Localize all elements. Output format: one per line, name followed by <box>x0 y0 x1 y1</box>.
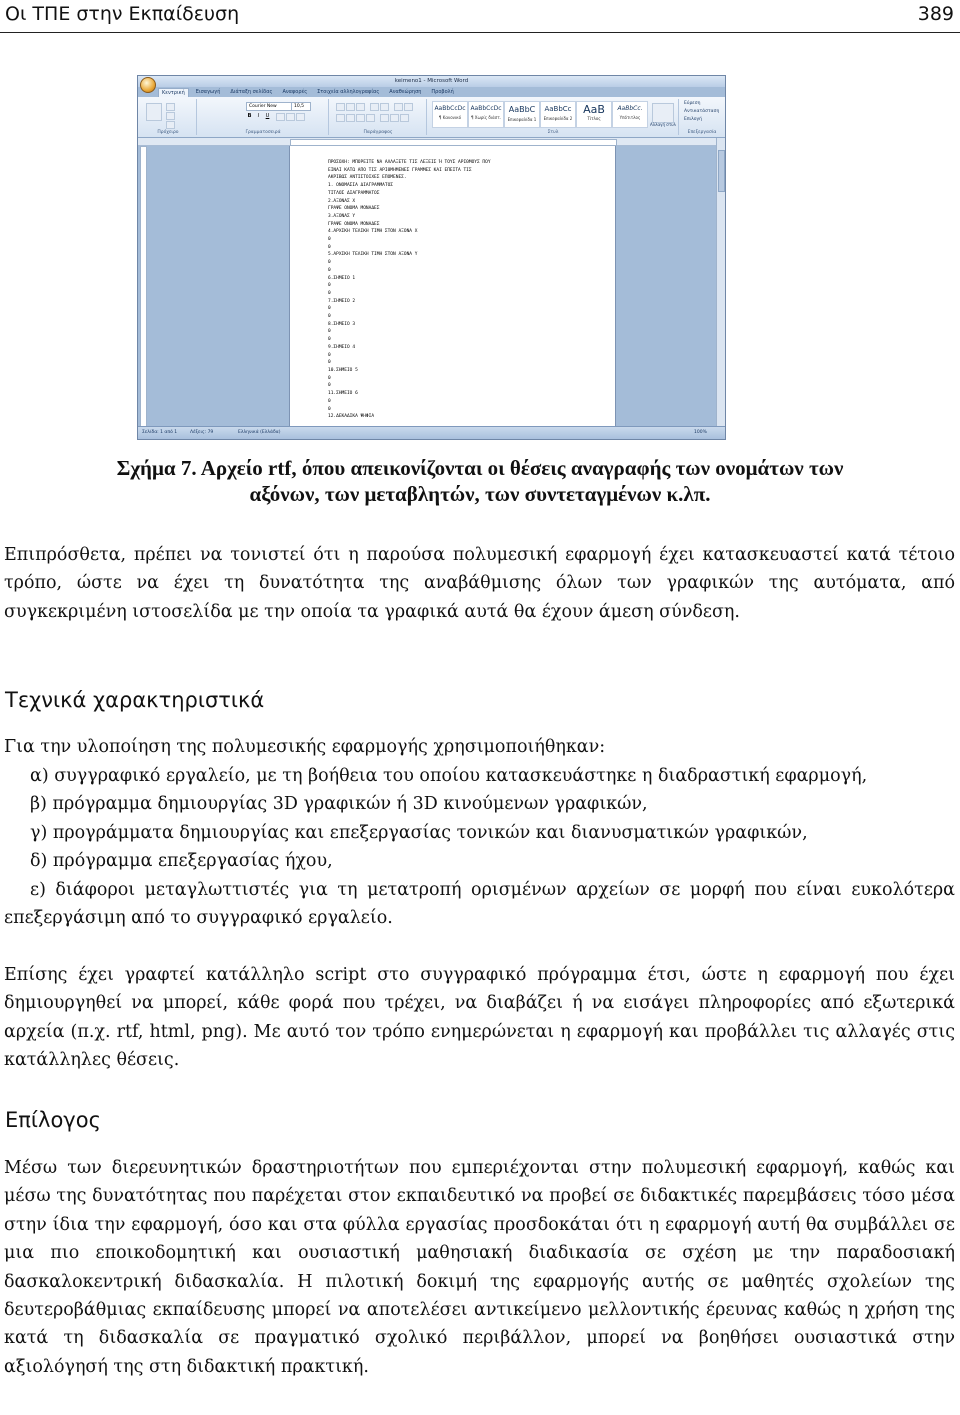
find-item: Εύρεση <box>684 101 701 106</box>
change-styles-icon <box>652 103 674 123</box>
vertical-scrollbar <box>716 138 725 426</box>
document-line: 3.ΑΞΟΝΑΣ Υ <box>328 213 356 219</box>
style-heading-2 <box>540 101 576 128</box>
caption-line: Σχήμα 7. Αρχείο rtf, όπου απεικονίζονται οι θέσεις αναγραφής των ονομάτων των <box>116 456 844 480</box>
document-line: 2.ΑΞΟΝΑΣ Χ <box>328 198 356 204</box>
justify-icon <box>366 114 375 122</box>
cut-icon <box>166 103 175 111</box>
running-head-title: Οι ΤΠΕ στην Εκπαίδευση <box>5 3 240 25</box>
ribbon-tab: Εισαγωγή <box>195 89 221 95</box>
style-title <box>576 101 612 128</box>
caption-line: αξόνων, των μεταβλητών, των συντεταγμένων κ.λπ. <box>249 482 711 506</box>
vertical-ruler <box>140 146 147 428</box>
clipboard-group-label: Πρόχειρο <box>157 130 179 135</box>
style-heading-1 <box>504 101 540 128</box>
ribbon-tab: Προβολή <box>431 89 454 95</box>
format-painter-icon <box>166 121 175 129</box>
status-page: Σελίδα: 1 από 1 <box>142 430 178 435</box>
document-line: 0 <box>328 406 331 412</box>
replace-item: Αντικατάσταση <box>684 109 720 114</box>
document-line: ΠΡΟΣΟΧΗ: ΜΠΟΡΕΙΤΕ ΝΑ ΑΛΛΑΞΕΤΕ ΤΙΣ ΛΕΞΕΙΣ Ή ΤΟΥΣ ΑΡΙΘΜΟΥΣ ΠΟΥ <box>328 160 491 165</box>
style-normal <box>432 101 468 128</box>
align-right-icon <box>356 114 365 122</box>
document-line: 0 <box>328 360 331 366</box>
epilogue-heading: Επίλογος <box>5 1108 101 1132</box>
sort-icon <box>394 103 403 111</box>
document-line: 0 <box>328 398 331 404</box>
style-name: Τίτλος <box>587 116 601 121</box>
italic-button: I <box>257 113 260 119</box>
bullets-icon <box>336 103 345 111</box>
word-window-title: keimeno1 - Microsoft Word <box>394 78 469 84</box>
font-size-box: 10,5 <box>291 102 311 111</box>
tech-heading: Τεχνικά χαρακτηριστικά <box>5 688 265 712</box>
style-sample: AaBbCc <box>544 105 572 113</box>
intro-paragraph: Επιπρόσθετα, πρέπει να τονιστεί ότι η παρούσα πολυμεσική εφαρμογή έχει κατασκευαστεί κατά τέτοιο τρόπο, ώστε να έχει τη δυνατότητα της αναβάθμισης όλων των γραφικών της αυτόματα, από συγκεκριμένη ιστοσελίδα με την οποία τα γραφικά αυτά θα έχουν άμεση σύνδεση. <box>4 545 955 622</box>
document-line: 0 <box>328 237 331 243</box>
status-words: Λέξεις: 79 <box>190 430 214 435</box>
document-line: 7.ΣΗΜΕΙΟ 2 <box>328 298 356 304</box>
select-item: Επιλογή <box>684 117 703 122</box>
document-line: 0 <box>328 383 331 389</box>
tech-item: δ) πρόγραμμα επεξεργασίας ήχου, <box>30 851 333 872</box>
ruler-track <box>290 139 617 146</box>
document-line: 0 <box>328 314 331 320</box>
ribbon-tabs <box>158 88 457 97</box>
status-language: Ελληνικά (Ελλάδα) <box>238 430 281 435</box>
document-line: 0 <box>328 260 331 266</box>
office-button-icon <box>140 77 156 93</box>
decrease-indent-icon <box>370 103 379 111</box>
style-sample: AaBbCcDc <box>470 105 502 112</box>
font-color-icon <box>296 113 305 121</box>
document-line: ΑΚΡΙΒΩΣ ΑΝΤΙΣΤΟΙΧΕΣ ΕΠΟΜΕΝΕΣ. <box>328 175 407 181</box>
document-page <box>290 146 615 440</box>
style-sample: AaBbCcDc <box>434 105 466 112</box>
tech-intro: Για την υλοποίηση της πολυμεσικής εφαρμογής χρησιμοποιήθηκαν: <box>4 737 606 757</box>
epilogue-paragraph: Μέσω των διερευνητικών δραστηριοτήτων που εμπεριέχονται στην πολυμεσική εφαρμογή, καθώς και μέσω της δυνατότητας που παρέχεται στον εκπαιδευτικό να προβεί σε διδακτικές παρεμβάσεις τόσο μέσα στην ίδια την εφαρμογή, όσο και στα φύλλα εργασίας προσδοκάται ότι η εφαρμογή αυτή θα συμβάλλει σε μια πιο εποικοδομητική και ουσιαστική μαθησιακή διαδικασία σε σχέση με την παραδοσιακή δασκαλοκεντρική διδασκαλία. Η πιλοτική δοκιμή της εφαρμογής αυτής σε μαθητές σχολείων της δευτεροβάθμιας εκπαίδευσης μπορεί να αποτελέσει αντικείμενο μελλοντικής έρευνας καθώς η χρήση της κατά τη διδασκαλία σε πραγματικό σχολικό περιβάλλον, μπορεί να βοηθήσει ουσιαστικά στην αξιολόγησή της στη διδακτική πρακτική. <box>4 1158 955 1377</box>
ribbon-tab: Κεντρική <box>158 88 189 97</box>
paste-icon <box>146 103 162 121</box>
style-subtitle <box>612 101 648 128</box>
style-name: Επικεφαλίδα 2 <box>543 116 573 121</box>
document-line: 0 <box>328 375 331 381</box>
document-line: 10.ΣΗΜΕΙΟ 5 <box>328 367 358 373</box>
document-line: 0 <box>328 283 331 289</box>
tech-item: α) συγγραφικό εργαλείο, με τη βοήθεια του οποίου κατασκευάστηκε η διαδραστική εφαρμογή, <box>30 766 868 786</box>
document-line: 8.ΣΗΜΕΙΟ 3 <box>328 321 356 327</box>
style-name: Υπότιτλος <box>619 115 641 120</box>
horizontal-ruler <box>138 138 725 146</box>
scroll-thumb <box>718 150 725 192</box>
styles-group <box>428 99 679 135</box>
document-line: 0 <box>328 337 331 343</box>
editing-group <box>680 99 724 135</box>
tech-list <box>4 762 955 932</box>
style-sample: AaBbC <box>508 105 536 114</box>
ribbon-tab: Διάταξη σελίδας <box>230 89 273 95</box>
strikethrough-icon <box>276 113 285 121</box>
ribbon-tab: Στοιχεία αλληλογραφίας <box>317 89 380 95</box>
ribbon-tab: Αναφορές <box>282 89 308 95</box>
line-spacing-icon <box>380 114 389 122</box>
document-line: 0 <box>328 290 331 296</box>
style-name: ¶ Χωρίς διάστ. <box>470 115 502 120</box>
document-line: 0 <box>328 306 331 312</box>
style-sample: AaBbCc. <box>617 105 643 112</box>
bold-button: B <box>247 113 252 119</box>
tech-item: γ) προγράμματα δημιουργίας και επεξεργασίας τονικών και διανυσματικών γραφικών, <box>30 822 808 843</box>
document-text <box>328 159 491 421</box>
numbering-icon <box>346 103 355 111</box>
page-number: 389 <box>917 3 954 25</box>
font-group <box>198 99 329 135</box>
status-bar <box>138 426 725 439</box>
document-line: ΓΡΑΨΕ ΟΝΟΜΑ ΜΟΝΑΔΕΣ <box>328 206 380 212</box>
style-name: Επικεφαλίδα 1 <box>507 117 537 122</box>
style-sample: AaB <box>583 103 605 116</box>
change-styles-label: Αλλαγή στυλ <box>650 122 676 127</box>
document-line: 12.ΔΕΚΑΔΙΚΑ ΨΗΦΙΑ <box>328 414 375 420</box>
style-name: ¶ Κανονικό <box>438 115 462 120</box>
document-line: 11.ΣΗΜΕΙΟ 6 <box>328 391 358 397</box>
script-paragraph: Επίσης έχει γραφτεί κατάλληλο script στο συγγραφικό πρόγραμμα έτσι, ώστε η εφαρμογή που έχει δημιουργηθεί να μπορεί, κάθε φορά που τρέχει, να διαβάζει ή να εισάγει πληροφορίες από εξωτερικά αρχεία (π.χ. rtf, html, png). Με αυτό τον τρόπο ενημερώνεται η εφαρμογή και προβάλλει τις αλλαγές στις κατάλληλες θέσεις. <box>4 965 955 1071</box>
zoom-level: 100% <box>694 430 707 435</box>
document-line: ΓΡΑΨΕ ΟΝΟΜΑ ΜΟΝΑΔΕΣ <box>328 221 380 227</box>
document-line: 9.ΣΗΜΕΙΟ 4 <box>328 344 356 350</box>
tech-item: β) πρόγραμμα δημιουργίας 3D γραφικών ή 3D κινούμενων γραφικών, <box>30 794 648 815</box>
pilcrow-icon <box>404 103 413 111</box>
ribbon-tab: Αναθεώρηση <box>389 89 422 95</box>
document-line: 0 <box>328 244 331 250</box>
document-line: 1. ΟΝΟΜΑΣΙΑ ΔΙΑΓΡΑΜΜΑΤΟΣ <box>328 183 394 189</box>
paragraph-group-label: Παράγραφος <box>363 130 393 135</box>
paragraph-group <box>330 99 427 135</box>
figure-caption <box>40 455 920 507</box>
document-line: ΤΙΤΛΟΣ ΔΙΑΓΡΑΜΜΑΤΟΣ <box>328 190 380 196</box>
word-screenshot-figure <box>137 75 726 440</box>
clipboard-group <box>140 99 197 135</box>
increase-indent-icon <box>380 103 389 111</box>
styles-group-label: Στυλ <box>547 130 559 135</box>
align-center-icon <box>346 114 355 122</box>
copy-icon <box>166 112 175 120</box>
underline-button: U <box>265 113 270 119</box>
editing-group-label: Επεξεργασία <box>687 130 717 135</box>
document-line: 5.ΑΡΧΙΚΗ ΤΕΛΙΚΗ ΤΙΜΗ ΣΤΟΝ ΑΞΟΝΑ Υ <box>328 252 418 258</box>
word-title-bar <box>138 76 725 87</box>
document-line: 4.ΑΡΧΙΚΗ ΤΕΛΙΚΗ ΤΙΜΗ ΣΤΟΝ ΑΞΟΝΑ Χ <box>328 229 418 235</box>
align-left-icon <box>336 114 345 122</box>
font-group-label: Γραμματοσειρά <box>245 130 281 135</box>
tech-item: ε) διάφοροι μεταγλωττιστές για τη μετατροπή ορισμένων αρχείων σε μορφή που είναι ευκολότερα επεξεργάσιμη από το συγγραφικό εργαλείο. <box>4 879 955 929</box>
shading-icon <box>390 114 399 122</box>
font-name-box: Courier New <box>246 102 292 111</box>
borders-icon <box>400 114 409 122</box>
running-head <box>0 0 960 33</box>
ribbon <box>138 97 725 138</box>
multilevel-list-icon <box>356 103 365 111</box>
document-line: 0 <box>328 329 331 335</box>
document-line: 6.ΣΗΜΕΙΟ 1 <box>328 275 356 281</box>
document-line: 0 <box>328 267 331 273</box>
document-line: 0 <box>328 352 331 358</box>
document-line: ΕΙΝΑΙ ΚΑΤΩ ΑΠΟ ΤΙΣ ΑΡΙΘΜΗΜΕΝΕΣ ΓΡΑΜΜΕΣ ΚΑΙ ΕΠΕΙΤΑ ΤΙΣ <box>328 167 472 173</box>
style-no-spacing <box>468 101 504 128</box>
highlight-icon <box>286 113 295 121</box>
